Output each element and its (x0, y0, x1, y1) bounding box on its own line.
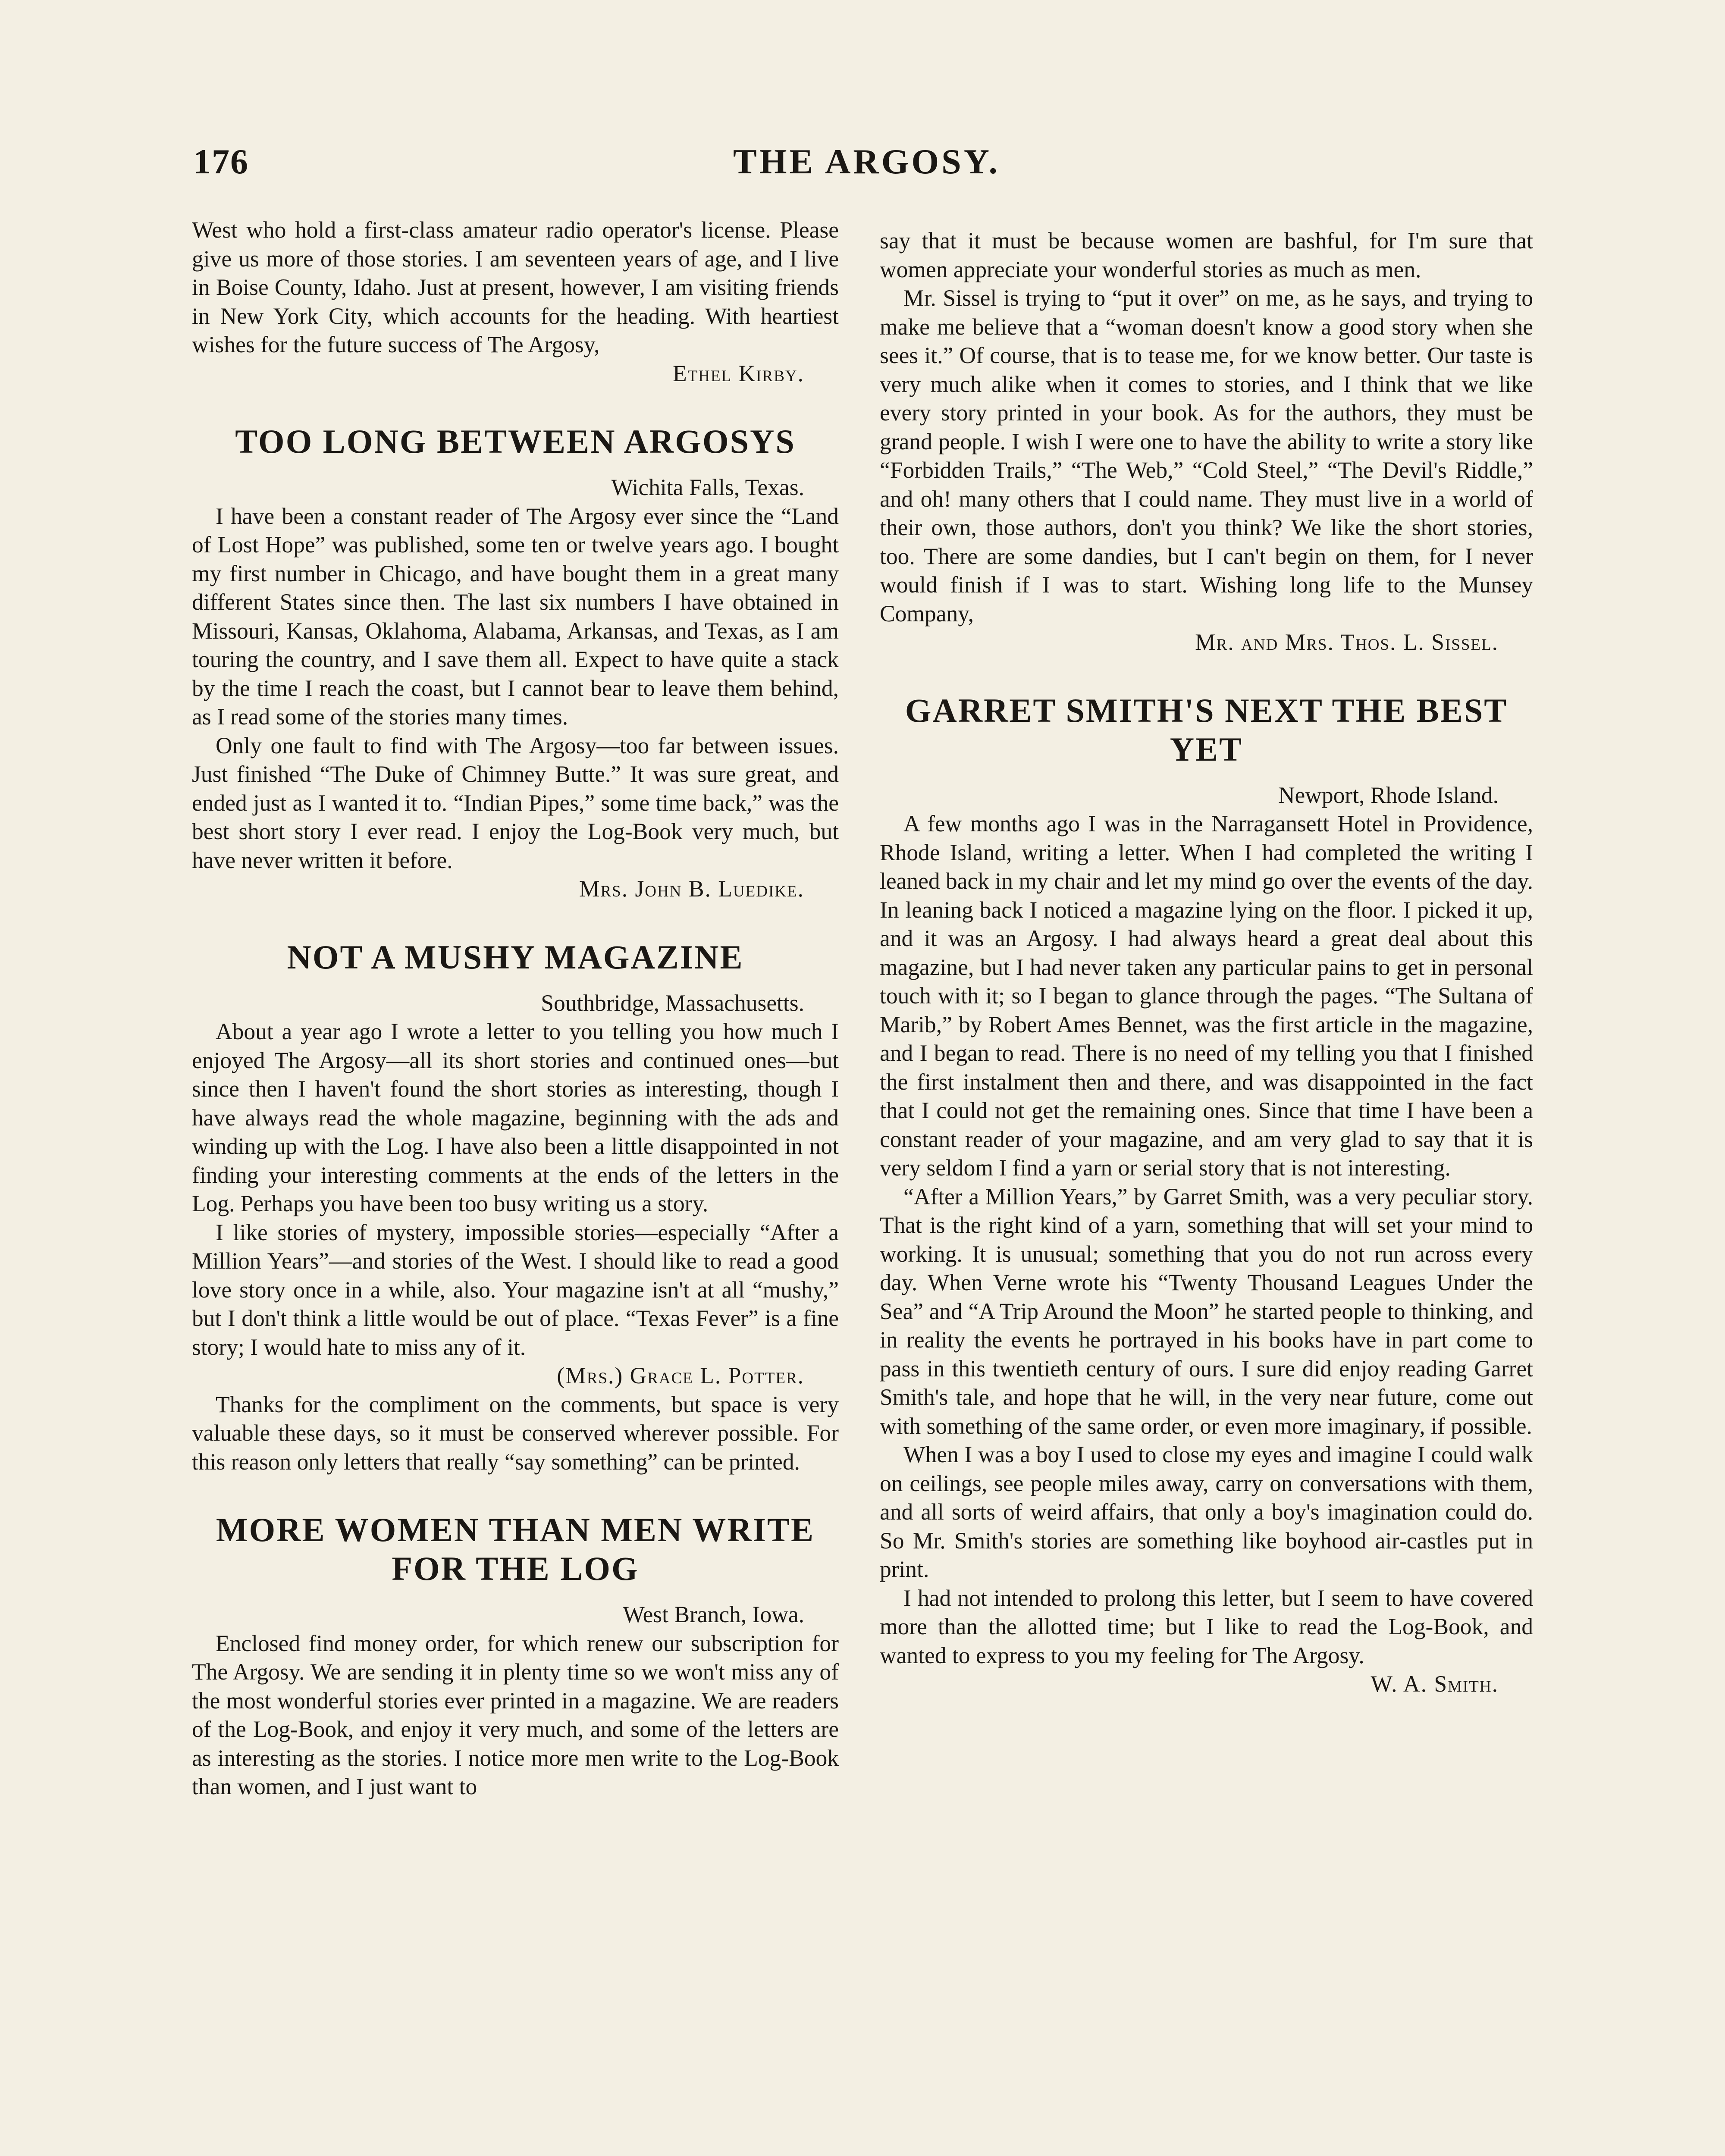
left-column (192, 216, 839, 1801)
letter-heading: GARRET SMITH'S NEXT THE BEST YET (905, 691, 1508, 768)
letter-paragraph: Only one fault to find with The Argosy—too far between issues. Just finished “The Duke of Chimney Butte.” It was sure great, and ended just as I wanted it to. “Indian Pipes,” some time back,” was the best short story I ever read. I enjoy the Log-Book very much, but have never written it before. (192, 732, 839, 873)
letter-dateline: Wichita Falls, Texas. (611, 474, 804, 500)
letter-signature: Mrs. John B. Luedike. (579, 876, 804, 902)
letter-signature: W. A. Smith. (1371, 1671, 1499, 1697)
letter-paragraph: say that it must be because women are bashful, for I'm sure that women appreciate your wonderful stories as much as men. (880, 228, 1533, 282)
letter-paragraph: I have been a constant reader of The Argosy ever since the “Land of Lost Hope” was published, some ten or twelve years ago. I bought my first number in Chicago, and have bought them in a great many different States since then. The last six numbers I have obtained in Missouri, Kansas, Oklahoma, Alabama, Arkansas, and Texas, as I am touring the country, and I save them all. Expect to have quite a stack by the time I reach the coast, but I cannot bear to leave them behind, as I read some of the stories many times. (192, 503, 839, 730)
letter-paragraph: Enclosed find money order, for which renew our subscription for The Argosy. We are sending it in plenty time so we won't miss any of the most wonderful stories ever printed in a magazine. We are readers of the Log-Book, and enjoy it very much, and some of the letters are as interesting as the stories. I notice more men write to the Log-Book than women, and I just want to (192, 1630, 839, 1799)
right-column (880, 226, 1533, 1698)
letter-paragraph: I like stories of mystery, impossible stories—especially “After a Million Years”—and stories of the West. I should like to read a good love story once in a while, also. Your magazine isn't at all “mushy,” but I don't think a little would be out of place. “Texas Fever” is a fine story; I would hate to miss any of it. (192, 1219, 839, 1360)
letter-dateline: Newport, Rhode Island. (1278, 782, 1499, 808)
intro-paragraph: West who hold a first-class amateur radio operator's license. Please give us more of those stories. I am seventeen years of age, and I live in Boise County, Idaho. Just at present, however, I am visiting friends in New York City, which accounts for the heading. With heartiest wishes for the future success of The Argosy, (192, 217, 839, 357)
letter-heading: MORE WOMEN THAN MEN WRITE FOR THE LOG (216, 1511, 815, 1587)
letter-paragraph: When I was a boy I used to close my eyes and imagine I could walk on ceilings, see people miles away, carry on conversations with them, and all sorts of weird affairs, that only a boy's imagination could do. So Mr. Smith's stories are something like boyhood air-castles put in print. (880, 1442, 1533, 1582)
letter-signature: Mr. and Mrs. Thos. L. Sissel. (1195, 629, 1499, 655)
letter-paragraph: About a year ago I wrote a letter to you telling you how much I enjoyed The Argosy—all its short stories and continued ones—but since then I haven't found the short stories as interesting, though I have always read the whole magazine, beginning with the ads and winding up with the Log. I have also been a little disappointed in not finding your interesting comments at the ends of the letters in the Log. Perhaps you have been too busy writing us a story. (192, 1018, 839, 1216)
letter-signature: (Mrs.) Grace L. Potter. (557, 1363, 804, 1388)
letter-dateline: Southbridge, Massachusetts. (541, 990, 804, 1016)
letter-paragraph: Mr. Sissel is trying to “put it over” on me, as he says, and trying to make me believe that a “woman doesn't know a good story when she sees it.” Of course, that is to tease me, for we know better. Our taste is very much alike when it comes to stories, and I think that we like every story printed in your book. As for the authors, they must be grand people. I wish I were one to have the ability to write a story like “Forbidden Trails,” “The Web,” “Cold Steel,” “The Devil's Riddle,” and oh! many others that I could name. They must live in a world of their own, those authors, don't you think? We like the short stories, too. There are some dandies, but I can't begin on them, for I never would finish if I was to start. Wishing long life to the Munsey Company, (880, 285, 1533, 627)
letter-paragraph: I had not intended to prolong this letter, but I seem to have covered more than the allotted time; but I like to read the Log-Book, and wanted to express to you my feeling for The Argosy. (880, 1585, 1533, 1668)
running-head: THE ARGOSY. (733, 142, 1000, 181)
intro-signature: Ethel Kirby. (673, 360, 804, 386)
letter-heading: TOO LONG BETWEEN ARGOSYS (235, 423, 796, 460)
letter-heading: NOT A MUSHY MAGAZINE (287, 938, 744, 976)
letter-paragraph: “After a Million Years,” by Garret Smith, was a very peculiar story. That is the right kind of a yarn, something that will set your mind to working. It is unusual; something that you do not run across every day. When Verne wrote his “Twenty Thousand Leagues Under the Sea” and “A Trip Around the Moon” he started people to thinking, and in reality the events he portrayed in his books have in part come to pass in this twentieth century of ours. I sure did enjoy reading Garret Smith's tale, and hope that he will, in the very near future, come out with something of the same order, or even more imaginary, if possible. (880, 1183, 1533, 1439)
letter-paragraph: A few months ago I was in the Narragansett Hotel in Providence, Rhode Island, writing a letter. When I had completed the writing I leaned back in my chair and let my mind go over the events of the day. In leaning back I noticed a magazine lying on the floor. I picked it up, and it was an Argosy. I had always heard a great deal about this magazine, but I had never taken any particular pains to get in personal touch with it; so I began to glance through the pages. “The Sultana of Marib,” by Robert Ames Bennet, was the first article in the magazine, and I began to read. There is no need of my telling you that I finished the first instalment then and there, and was disappointed in the fact that I could not get the remaining ones. Since that time I have been a constant reader of your magazine, and am very glad to say that it is very seldom I find a yarn or serial story that is not interesting. (880, 811, 1533, 1181)
page-number: 176 (193, 142, 249, 181)
letter-dateline: West Branch, Iowa. (623, 1601, 804, 1627)
editor-note: Thanks for the compliment on the comments, but space is very valuable these days, so it must be conserved wherever possible. For this reason only letters that really “say something” can be printed. (192, 1391, 839, 1475)
